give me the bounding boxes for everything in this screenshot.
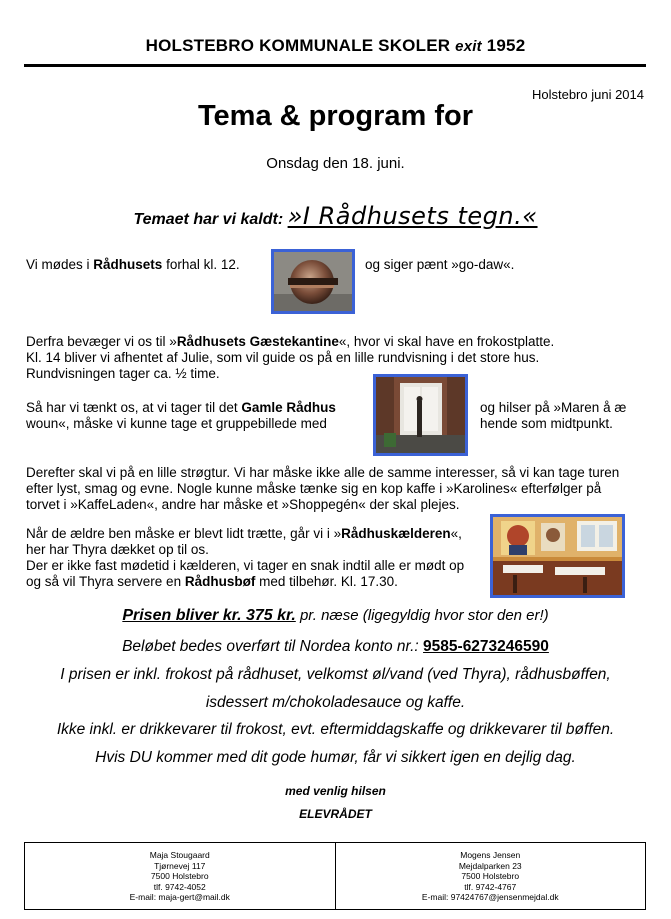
lunch-line-1-a: Derfra bevæger vi os til » [26, 334, 177, 349]
page-title: Tema & program for [197, 100, 473, 132]
cellar-line-1 [26, 526, 496, 542]
closing-line: Hvis DU kommer med dit gode humør, får vi sikkert igen en dejlig dag. [95, 749, 576, 766]
price-line [0, 607, 671, 625]
lunch-line-3: Rundvisningen tager ca. ½ time. [26, 366, 220, 381]
contact-phone: tlf. 9742-4052 [153, 881, 206, 892]
exit-word: exit [455, 38, 482, 55]
theme-name: »I Rådhusets tegn.« [287, 202, 538, 230]
stroll-line-1: Derefter skal vi på en lille strøgtur. Vi har måske ikke alle de samme interesser, så vi kan tage turen [26, 465, 620, 480]
meet-text-bold: Rådhusets [93, 257, 163, 272]
cellar-line-1-c: «, [450, 526, 462, 541]
contact-name: Maja Stougaard [149, 850, 210, 860]
sculpture-photo [271, 249, 355, 314]
exit-year: 1952 [486, 36, 526, 55]
lunch-line-2: Kl. 14 bliver vi afhentet af Julie, som vil guide os på en lille rundvisning i det store hus. [26, 350, 540, 365]
cellar-line-1-a: Når de ældre ben måske er blevt lidt trætte, går vi i » [26, 526, 342, 541]
meet-text-c: forhal kl. 12. [162, 257, 240, 272]
old-townhall-paragraph [26, 400, 376, 432]
price-note: pr. næse (ligegyldig hvor stor den er!) [295, 607, 549, 624]
account-line [0, 638, 671, 656]
greeting-text: og siger pænt »go-daw«. [365, 257, 515, 272]
contact-street: Mejdalparken 23 [458, 860, 522, 871]
contacts-table [24, 842, 646, 910]
contact-card [335, 843, 646, 909]
meet-text-a: Vi mødes i [26, 257, 94, 272]
regards-text: med venlig hilsen [285, 784, 386, 798]
old-townhall-line-2: woun«, måske vi kunne tage et gruppebillede med [26, 416, 327, 431]
cellar-line-2: her har Thyra dækket op til os. [26, 542, 209, 557]
sculpture-icon [274, 252, 352, 311]
old-town-hall-photo [373, 374, 468, 456]
meet-text [26, 257, 240, 273]
contact-email[interactable]: E-mail: 97424767@jensenmejdal.dk [421, 892, 559, 902]
maren-paragraph [480, 400, 650, 432]
cellar-line-4-c: med tilbehør. Kl. 17.30. [255, 574, 398, 589]
cellar-name: Rådhuskælderen [341, 526, 451, 541]
old-townhall-line-1 [26, 400, 376, 416]
theme-colon: : [277, 211, 284, 228]
dateline: Holstebro juni 2014 [531, 87, 644, 102]
stroll-line-2: efter lyst, smag og evne. Nogle kunne måske tænke sig en kop kaffe i »Karolines« efterfølger på [26, 481, 602, 496]
excluded-line: Ikke inkl. er drikkevarer til frokost, evt. eftermiddagskaffe og drikkevarer til bøffen. [56, 721, 615, 738]
event-date: Onsdag den 18. juni. [266, 155, 405, 172]
old-town-hall-icon [376, 377, 465, 453]
lunch-line-1 [26, 334, 646, 350]
school-name: HOLSTEBRO KOMMUNALE SKOLER [145, 36, 451, 55]
account-label: Beløbet bedes overført til Nordea konto nr.: [122, 638, 419, 655]
price-amount: Prisen bliver kr. 375 kr. [122, 607, 296, 624]
lunch-venue: Rådhusets Gæstekantine [176, 334, 339, 349]
theme-line [0, 202, 671, 230]
sender-name: ELEVRÅDET [299, 807, 372, 821]
included-line-2: isdessert m/chokoladesauce og kaffe. [205, 694, 466, 711]
header-rule [24, 64, 646, 67]
contact-city: 7500 Holstebro [461, 871, 520, 881]
lunch-paragraph [26, 334, 646, 382]
theme-lead: Temaet har vi kaldt [133, 211, 278, 228]
contact-city: 7500 Holstebro [150, 871, 209, 881]
cellar-line-4 [26, 574, 496, 590]
old-townhall-line-1-a: Så har vi tænkt os, at vi tager til det [26, 400, 242, 415]
contact-email[interactable]: E-mail: maja-gert@mail.dk [129, 892, 230, 902]
included-line-1: I prisen er inkl. frokost på rådhuset, velkomst øl/vand (ved Thyra), rådhusbøffen, [60, 666, 611, 683]
maren-line-2: hende som midtpunkt. [480, 416, 613, 431]
contact-street: Tjørnevej 117 [154, 860, 206, 871]
steak-name: Rådhusbøf [184, 574, 256, 589]
account-number: 9585-6273246590 [423, 638, 549, 655]
stroll-paragraph [26, 465, 648, 513]
cellar-restaurant-icon [493, 517, 622, 595]
contact-card [25, 843, 335, 909]
contact-phone: tlf. 9742-4767 [464, 881, 517, 892]
cellar-restaurant-photo [490, 514, 625, 598]
lunch-line-1-c: «, hvor vi skal have en frokostplatte. [338, 334, 555, 349]
cellar-line-3: Der er ikke fast mødetid i kælderen, vi tager en snak indtil alle er mødt op [26, 558, 465, 573]
cellar-paragraph [26, 526, 496, 590]
stroll-line-3: torvet i »KaffeLaden«, andre har måske et »Shoppegén« der skal plejes. [26, 497, 460, 512]
school-header [0, 36, 671, 56]
maren-line-1: og hilser på »Maren å æ [480, 400, 627, 415]
cellar-line-4-a: og så vil Thyra servere en [26, 574, 185, 589]
contact-name: Mogens Jensen [460, 850, 521, 860]
old-townhall-name: Gamle Rådhus [241, 400, 336, 415]
